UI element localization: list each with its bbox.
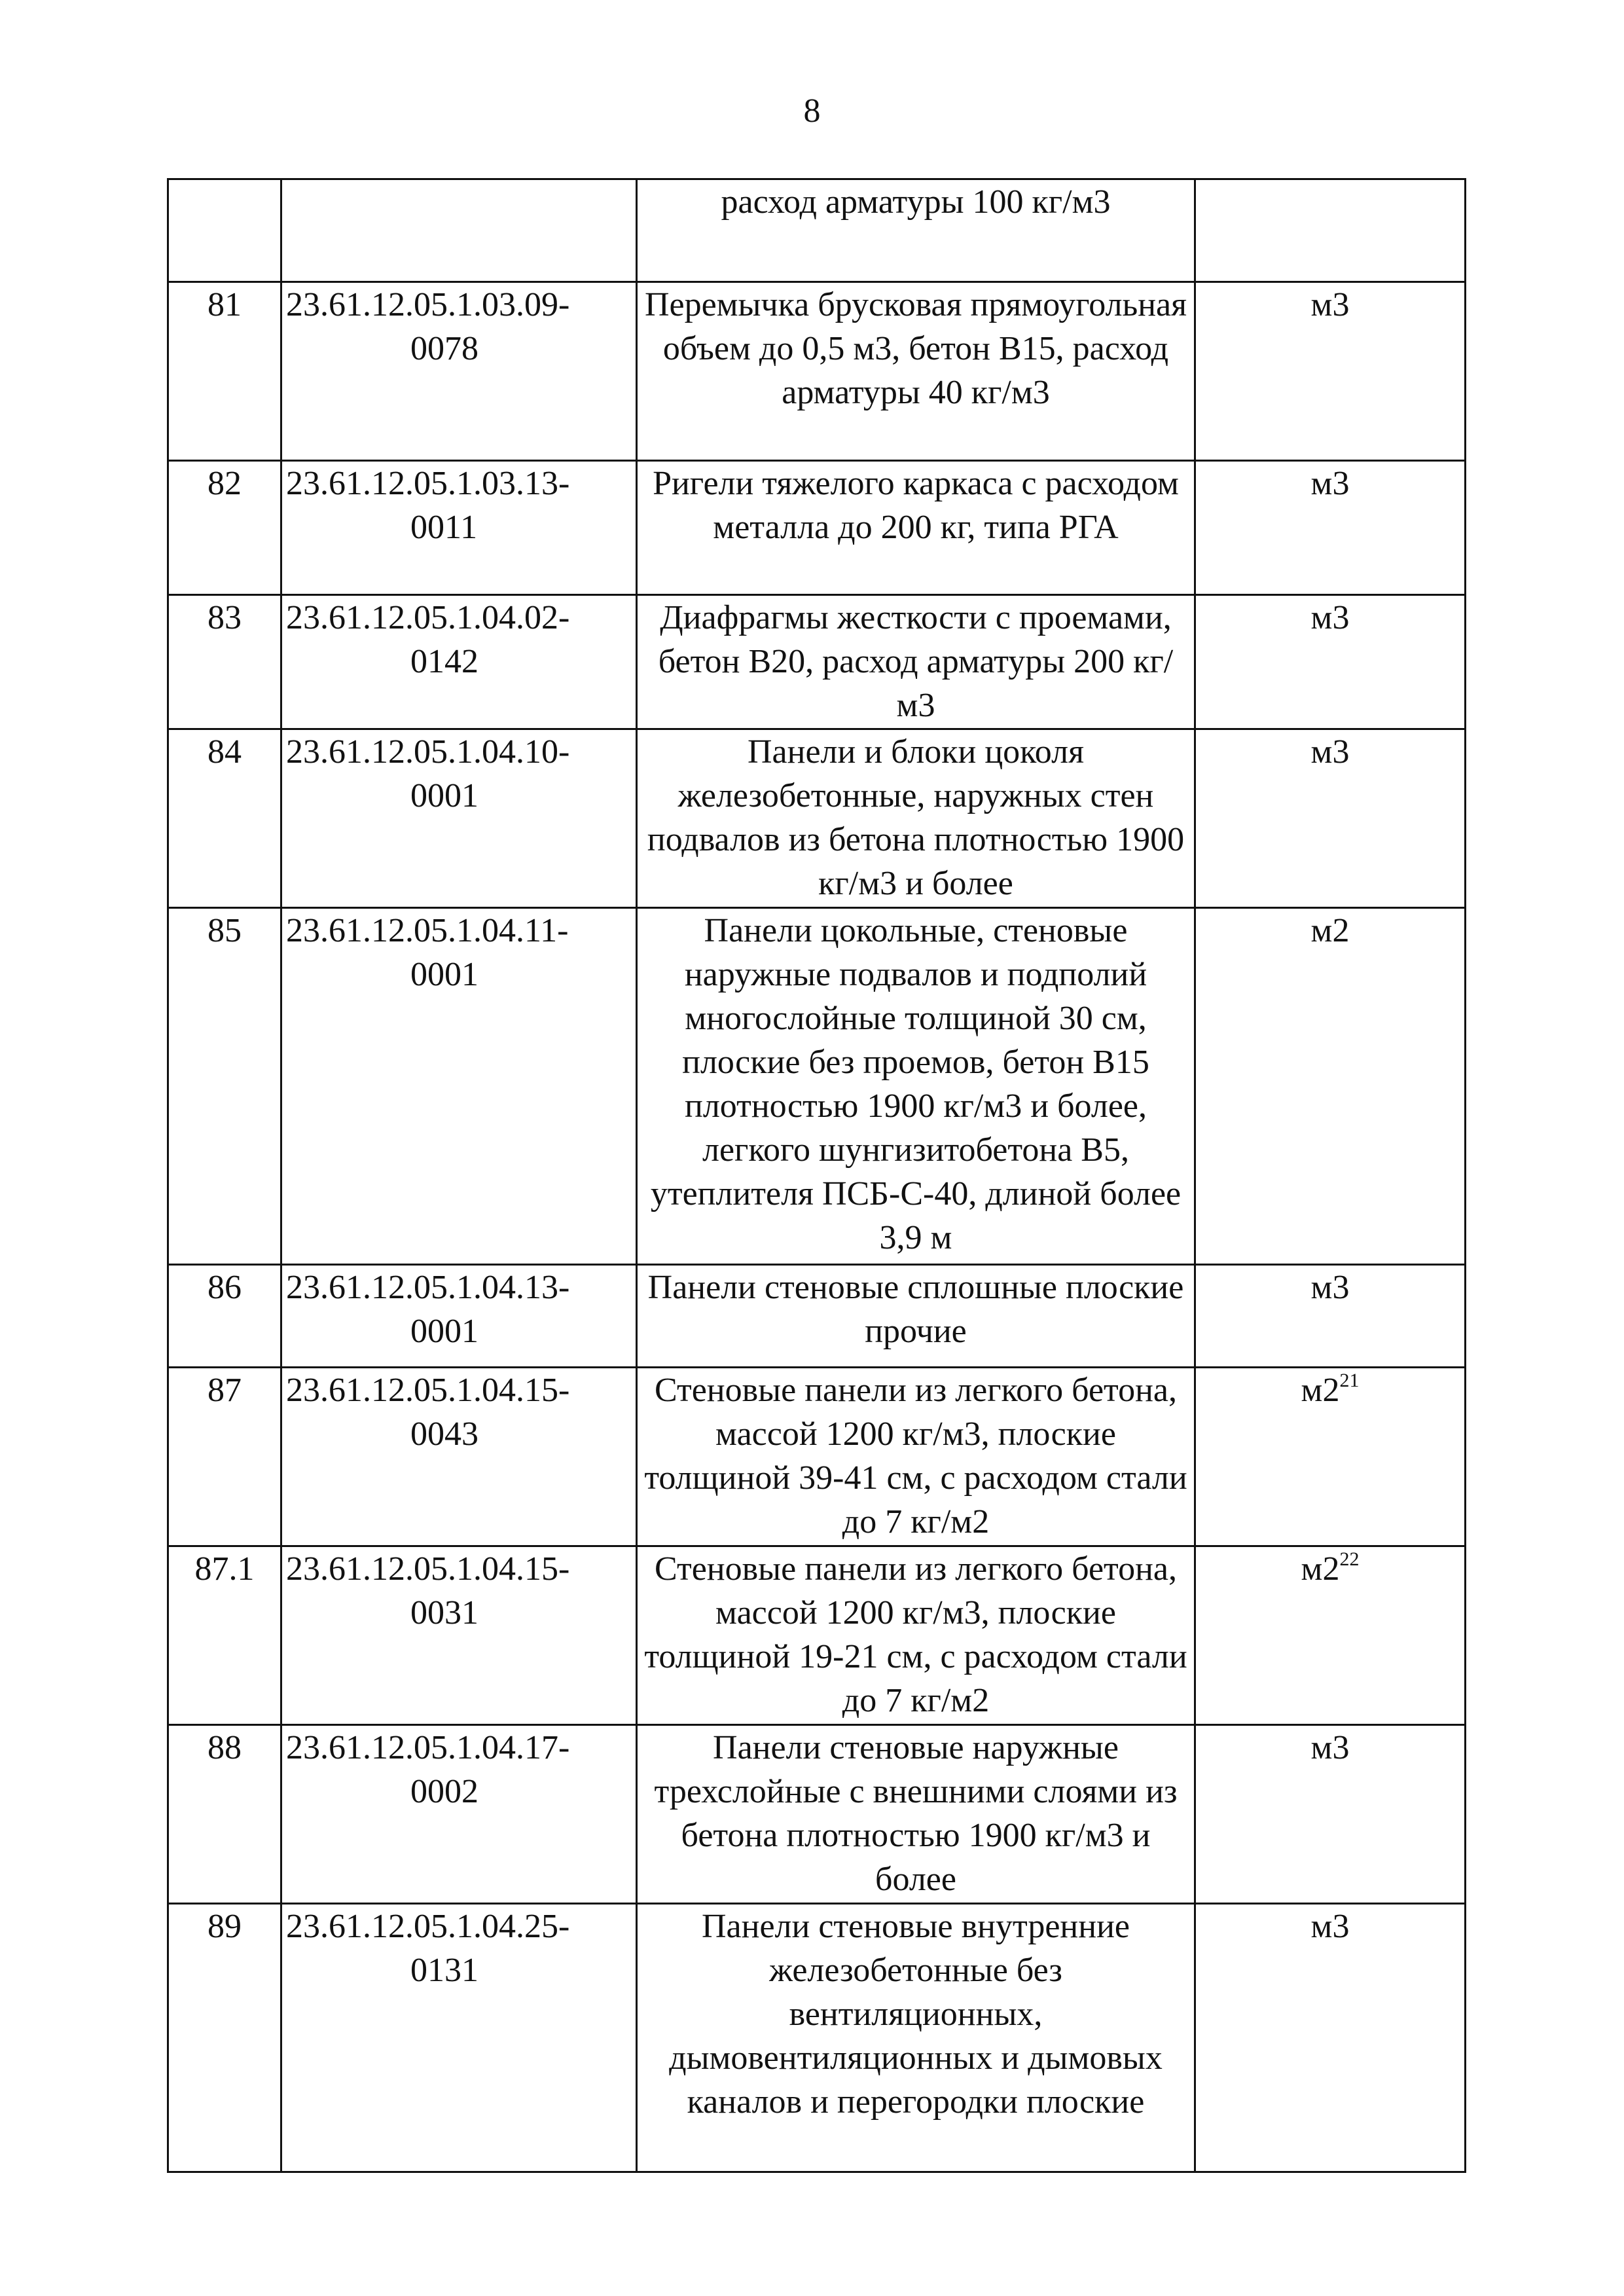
row-unit-value: м3 xyxy=(1310,465,1350,502)
row-code-line1: 23.61.12.05.1.04.11- xyxy=(286,912,569,949)
row-unit-value: м3 xyxy=(1310,733,1350,771)
row-name: расход арматуры 100 кг/м3 xyxy=(637,179,1195,282)
row-unit xyxy=(1195,1546,1466,1725)
row-code-line2: 0078 xyxy=(410,330,478,367)
row-unit xyxy=(1195,908,1466,1265)
row-number: 88 xyxy=(168,1725,281,1904)
row-code-line2: 0001 xyxy=(410,956,478,993)
row-code-line1: 23.61.12.05.1.03.09- xyxy=(286,286,570,323)
table-row xyxy=(168,1725,1466,1904)
row-unit-value: м2 xyxy=(1310,912,1350,949)
table-row xyxy=(168,461,1466,595)
row-code-line2: 0031 xyxy=(410,1594,478,1631)
row-unit xyxy=(1195,595,1466,729)
table-row xyxy=(168,729,1466,908)
row-code-line2: 0131 xyxy=(410,1952,478,1989)
row-number: 86 xyxy=(168,1265,281,1368)
row-name: Панели цокольные, стеновые наружные подвалов и подполий многослойные толщиной 30 см, плоские без проемов, бетон В15 плотностью 1900 кг/м3 и более, легкого шунгизитобетона В5, утеплителя ПСБ-С-40, длиной более 3,9 м xyxy=(637,908,1195,1265)
row-unit-value: м2 xyxy=(1301,1550,1340,1588)
row-name: Ригели тяжелого каркаса с расходом металла до 200 кг, типа РГА xyxy=(637,461,1195,595)
row-unit xyxy=(1195,461,1466,595)
row-code xyxy=(281,729,637,908)
row-unit-value: м3 xyxy=(1310,1729,1350,1766)
table-row xyxy=(168,179,1466,282)
row-name: Панели стеновые наружные трехслойные с внешними слоями из бетона плотностью 1900 кг/м3 и более xyxy=(637,1725,1195,1904)
row-code-line1: 23.61.12.05.1.04.10- xyxy=(286,733,570,771)
table-row xyxy=(168,1265,1466,1368)
row-code xyxy=(281,1725,637,1904)
row-number xyxy=(168,179,281,282)
row-code-line1: 23.61.12.05.1.03.13- xyxy=(286,465,570,502)
row-name: Перемычка брусковая прямоугольная объем до 0,5 м3, бетон В15, расход арматуры 40 кг/м3 xyxy=(637,282,1195,461)
row-unit-footnote: 22 xyxy=(1339,1548,1360,1570)
row-number: 84 xyxy=(168,729,281,908)
row-name: Панели стеновые сплошные плоские прочие xyxy=(637,1265,1195,1368)
row-code xyxy=(281,908,637,1265)
row-unit-value: м2 xyxy=(1301,1372,1340,1409)
row-code xyxy=(281,1546,637,1725)
row-number: 85 xyxy=(168,908,281,1265)
row-number: 87 xyxy=(168,1368,281,1546)
row-code-line1: 23.61.12.05.1.04.13- xyxy=(286,1269,570,1306)
row-number: 87.1 xyxy=(168,1546,281,1725)
row-unit-value: м3 xyxy=(1310,1908,1350,1945)
row-code-line1: 23.61.12.05.1.04.02- xyxy=(286,599,570,636)
row-code-line2: 0001 xyxy=(410,1313,478,1350)
table-row xyxy=(168,1546,1466,1725)
row-unit-footnote: 21 xyxy=(1339,1370,1360,1391)
row-name: Стеновые панели из легкого бетона, массой 1200 кг/м3, плоские толщиной 19-21 см, с расходом стали до 7 кг/м2 xyxy=(637,1546,1195,1725)
row-name: Панели стеновые внутренние железобетонные без вентиляционных, дымовентиляционных и дымовых каналов и перегородки плоские xyxy=(637,1904,1195,2172)
row-code-line2: 0001 xyxy=(410,777,478,814)
row-unit-value: м3 xyxy=(1310,286,1350,323)
row-code-line1: 23.61.12.05.1.04.15- xyxy=(286,1372,570,1409)
row-code-line1: 23.61.12.05.1.04.25- xyxy=(286,1908,570,1945)
row-unit xyxy=(1195,1368,1466,1546)
row-unit xyxy=(1195,1904,1466,2172)
table-row xyxy=(168,1904,1466,2172)
row-code-line2: 0043 xyxy=(410,1415,478,1453)
page-number: 8 xyxy=(803,92,821,130)
row-code xyxy=(281,1265,637,1368)
row-number: 81 xyxy=(168,282,281,461)
row-unit-value: м3 xyxy=(1310,599,1350,636)
row-code xyxy=(281,1904,637,2172)
row-unit xyxy=(1195,1265,1466,1368)
row-number: 82 xyxy=(168,461,281,595)
row-code xyxy=(281,595,637,729)
row-name: Панели и блоки цоколя железобетонные, наружных стен подвалов из бетона плотностью 1900 кг/м3 и более xyxy=(637,729,1195,908)
row-code xyxy=(281,282,637,461)
row-code-line1: 23.61.12.05.1.04.17- xyxy=(286,1729,570,1766)
table-row xyxy=(168,1368,1466,1546)
row-code xyxy=(281,1368,637,1546)
row-unit xyxy=(1195,729,1466,908)
row-unit-value: м3 xyxy=(1310,1269,1350,1306)
row-number: 89 xyxy=(168,1904,281,2172)
table-row xyxy=(168,282,1466,461)
items-table xyxy=(167,178,1466,2173)
table-row xyxy=(168,908,1466,1265)
row-unit xyxy=(1195,179,1466,282)
row-number: 83 xyxy=(168,595,281,729)
row-code-line2: 0011 xyxy=(410,509,478,546)
row-code xyxy=(281,461,637,595)
row-code xyxy=(281,179,637,282)
row-unit xyxy=(1195,282,1466,461)
row-name: Стеновые панели из легкого бетона, массой 1200 кг/м3, плоские толщиной 39-41 см, с расходом стали до 7 кг/м2 xyxy=(637,1368,1195,1546)
row-code-line2: 0142 xyxy=(410,643,478,680)
row-code-line2: 0002 xyxy=(410,1773,478,1810)
row-name: Диафрагмы жесткости с проемами, бетон В20, расход арматуры 200 кг/м3 xyxy=(637,595,1195,729)
row-unit xyxy=(1195,1725,1466,1904)
row-code-line1: 23.61.12.05.1.04.15- xyxy=(286,1550,570,1588)
table-row xyxy=(168,595,1466,729)
